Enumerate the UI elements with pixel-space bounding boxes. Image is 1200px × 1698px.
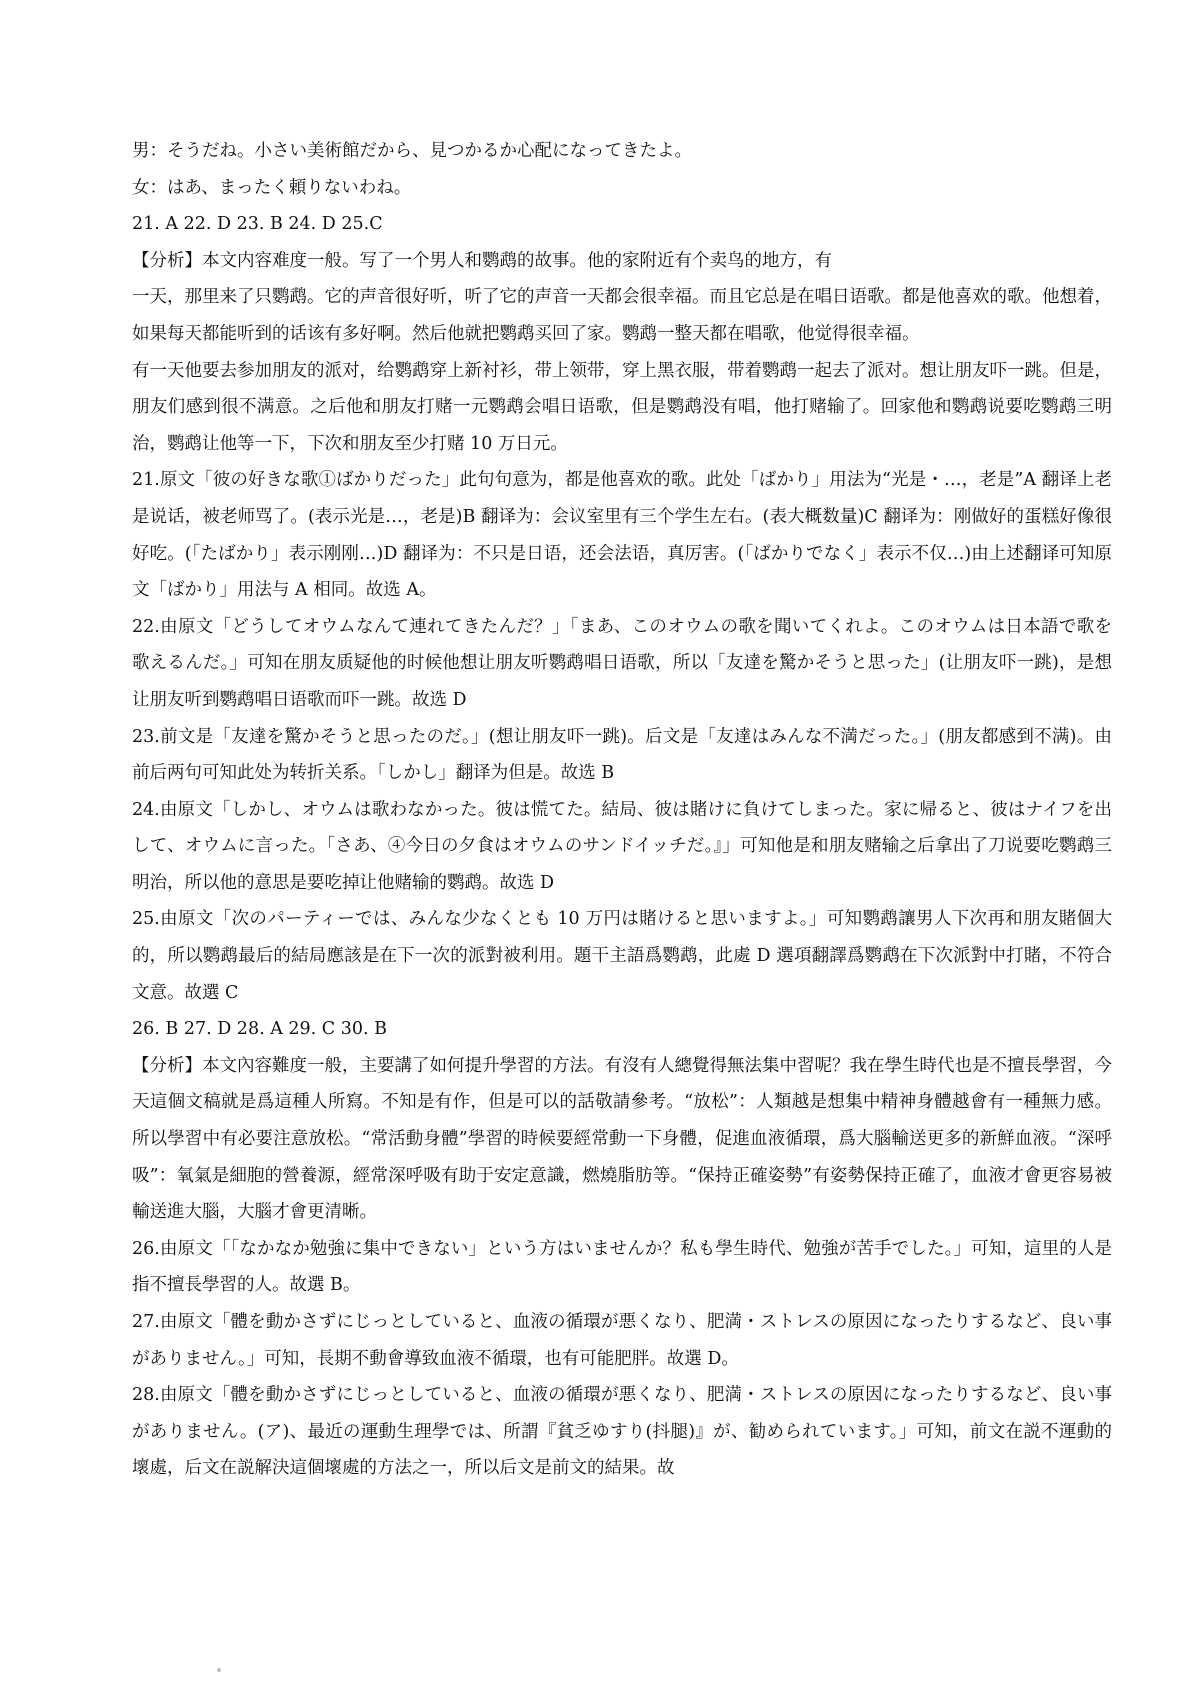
page-mark [217, 1668, 221, 1672]
answer-key-26-30: 26. B 27. D 28. A 29. C 30. B [132, 1019, 387, 1040]
dialogue-line-female: 女：はあ、まったく頼りないわね。 [132, 177, 412, 198]
explanation-26: 26.由原文「「なかなか勉強に集中できない」という方はいませんか？私も學生時代、勉強が苦手でした。」可知，這里的人是指不擅長學習的人。故選 B。 [132, 1238, 1112, 1296]
explanation-22: 22.由原文「どうしてオウムなんて連れてきたんだ？」「まあ、このオウムの歌を聞いてくれよ。このオウムは日本語で歌を歌えるんだ。」可知在朋友质疑他的时候他想让朋友听鹦鹉唱日语歌，所以「友達を驚かそうと思った」(让朋友吓一跳)，是想让朋友听到鹦鹉唱日语歌而吓一跳。故选 D [132, 616, 1112, 710]
analysis-paragraph: 【分析】本文內容難度一般，主要講了如何提升學習的方法。有沒有人總覺得無法集中習呢？我在學生時代也是不擅長學習，今天這個文稿就是爲這種人所寫。不知是有作，但是可以的話敬請參考。“放松”：人類越是想集中精神身體越會有一種無力感。所以學習中有必要注意放松。“常活動身體”學習的時候要經常動一下身體，促進血液循環，爲大腦輸送更多的新鮮血液。“深呼吸”：氧氣是細胞的營養源，經常深呼吸有助于安定意識，燃燒脂肪等。“保持正確姿勢”有姿勢保持正確了，血液才會更容易被輸送進大腦，大腦才會更清晰。 [132, 1055, 1112, 1223]
analysis-heading-line: 【分析】本文内容难度一般。写了一个男人和鹦鹉的故事。他的家附近有个卖鸟的地方，有 [132, 250, 832, 271]
explanation-24: 24.由原文「しかし、オウムは歌わなかった。彼は慌てた。結局、彼は賭けに負けてしまった。家に帰ると、彼はナイフを出して、オウムに言った。「さあ、④今日の夕食はオウムのサンドイッチだ。』」可知他是和朋友赌输之后拿出了刀说要吃鹦鹉三明治，所以他的意思是要吃掉让他赌输的鹦鹉。故选 D [132, 799, 1112, 893]
explanation-21: 21.原文「彼の好きな歌①ばかりだった」此句句意为，都是他喜欢的歌。此处「ばかり」用法为“光是・…，老是”A 翻译上老是说话，被老师骂了。(表示光是…，老是)B 翻译为：会议室里有三个学生左右。(表大概数量)C 翻译为：刚做好的蛋糕好像很好吃。(「たばかり」表示刚刚…)D 翻译为：不只是日语，还会法语，真厉害。(「ばかりでなく」表示不仅…)由上述翻译可知原文「ばかり」用法与 A 相同。故选 A。 [132, 470, 1112, 601]
explanation-27: 27.由原文「體を動かさずにじっとしていると、血液の循環が悪くなり、肥満・ストレスの原因になったりするなど、良い事がありません。」可知，長期不動會導致血液不循環，也有可能肥胖。故選 D。 [132, 1312, 1112, 1369]
explanation-23: 23.前文是「友達を驚かそうと思ったのだ。」(想让朋友吓一跳)。后文是「友達はみんな不満だった。」(朋友都感到不满)。由前后两句可知此处为转折关系。「しかし」翻译为但是。故选 B [132, 726, 1112, 784]
explanation-25: 25.由原文「次のパーティーでは、みんな少なくとも 10 万円は賭けると思いますよ。」可知鹦鹉讓男人下次再和朋友賭個大的，所以鹦鹉最后的結局應該是在下一次的派對被利用。題干主語爲鹦鹉，此處 D 選項翻譯爲鹦鹉在下次派對中打賭，不符合文意。故選 C [132, 909, 1112, 1003]
answer-key-21-25: 21. A 22. D 23. B 24. D 25.C [132, 214, 383, 235]
analysis-paragraph: 有一天他要去参加朋友的派对，给鹦鹉穿上新衬衫，带上领带，穿上黑衣服，带着鹦鹉一起去了派对。想让朋友吓一跳。但是，朋友们感到很不满意。之后他和朋友打赌一元鹦鹉会唱日语歌，但是鹦鹉没有唱，他打赌输了。回家他和鹦鹉说要吃鹦鹉三明治，鹦鹉让他等一下，下次和朋友至少打赌 10 万日元。 [132, 360, 1112, 454]
explanation-28: 28.由原文「體を動かさずにじっとしていると、血液の循環が悪くなり、肥満・ストレスの原因になったりするなど、良い事がありません。(ア)、最近の運動生理學では、所謂『貧乏ゆすり(抖腿)』が、勧められています。」可知，前文在説不運動的壞處，后文在説解決這個壞處的方法之一，所以后文是前文的結果。故 [132, 1385, 1112, 1479]
analysis-paragraph: 一天，那里来了只鹦鹉。它的声音很好听，听了它的声音一天都会很幸福。而且它总是在唱日语歌。都是他喜欢的歌。他想着，如果每天都能听到的话该有多好啊。然后他就把鹦鹉买回了家。鹦鹉一整天都在唱歌，他觉得很幸福。 [132, 287, 1112, 344]
dialogue-line-male: 男：そうだね。小さい美術館だから、見つかるか心配になってきたよ。 [132, 141, 692, 161]
